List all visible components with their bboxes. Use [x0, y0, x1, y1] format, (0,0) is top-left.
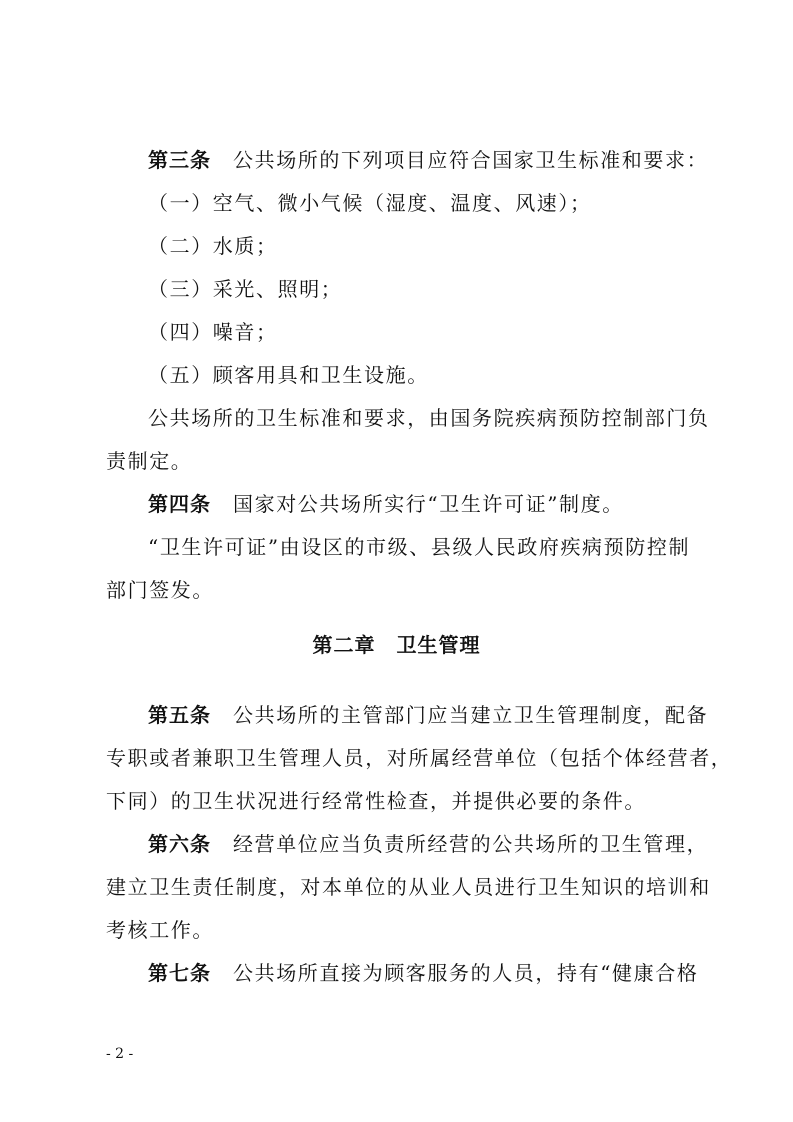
paragraph-line: 责制定。 — [106, 449, 193, 473]
article-6-line — [148, 832, 708, 856]
article-label: 第三条 — [148, 148, 211, 172]
list-item-4: （四）噪音； — [148, 320, 278, 344]
article-7-line — [148, 961, 698, 985]
list-item-1: （一）空气、微小气候（湿度、温度、风速）； — [148, 191, 592, 215]
paragraph-line: “卫生许可证”由设区的市级、县级人民政府疾病预防控制 — [148, 535, 691, 559]
article-3-line — [148, 148, 708, 172]
list-item-2: （二）水质； — [148, 234, 278, 258]
article-text: 公共场所直接为顾客服务的人员，持有“健康合格 — [233, 961, 699, 985]
article-text: 国家对公共场所实行“卫生许可证”制度。 — [233, 492, 624, 516]
article-text: 公共场所的主管部门应当建立卫生管理制度，配备 — [233, 703, 709, 727]
paragraph-line: 部门签发。 — [106, 578, 214, 602]
article-label: 第七条 — [148, 961, 211, 985]
article-5-line — [148, 703, 708, 727]
list-item-5: （五）顾客用具和卫生设施。 — [148, 363, 429, 387]
article-label: 第四条 — [148, 492, 211, 516]
article-4-line — [148, 492, 624, 516]
paragraph-line: 建立卫生责任制度，对本单位的从业人员进行卫生知识的培训和 — [106, 875, 711, 899]
paragraph-line: 专职或者兼职卫生管理人员，对所属经营单位（包括个体经营者， — [106, 746, 733, 770]
list-item-3: （三）采光、照明； — [148, 277, 343, 301]
chapter-heading: 第二章 卫生管理 — [312, 633, 481, 657]
article-text: 公共场所的下列项目应符合国家卫生标准和要求： — [233, 148, 709, 172]
article-label: 第六条 — [148, 832, 211, 856]
article-label: 第五条 — [148, 703, 211, 727]
article-text: 经营单位应当负责所经营的公共场所的卫生管理， — [233, 832, 709, 856]
paragraph-line: 公共场所的卫生标准和要求，由国务院疾病预防控制部门负 — [148, 406, 710, 430]
page-number: - 2 - — [106, 1046, 134, 1062]
paragraph-line: 下同）的卫生状况进行经常性检查，并提供必要的条件。 — [106, 789, 646, 813]
paragraph-line: 考核工作。 — [106, 918, 214, 942]
